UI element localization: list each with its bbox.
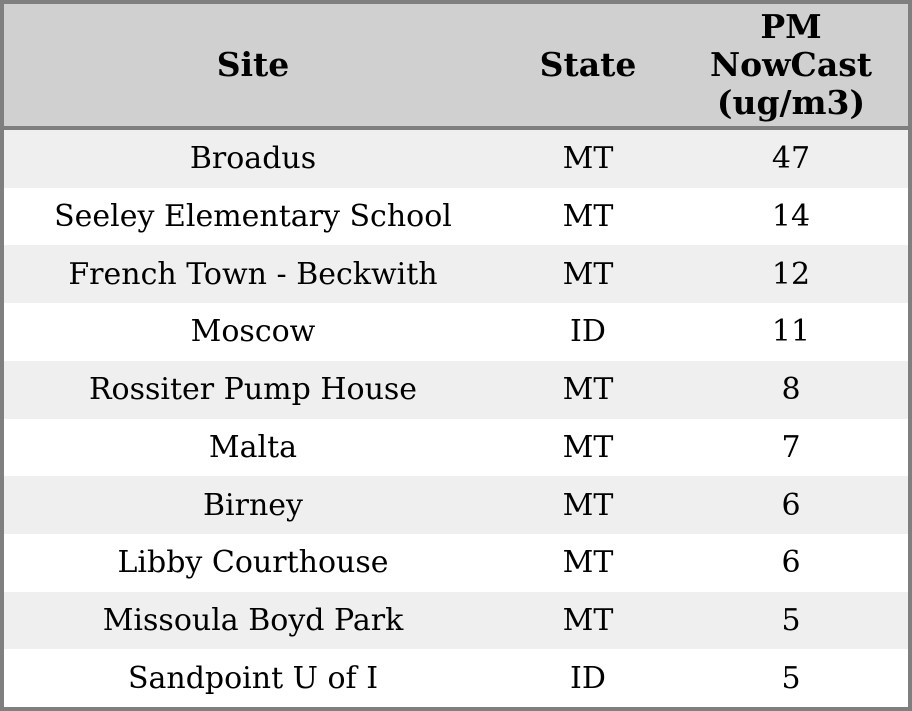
column-header-pm-nowcast <box>674 8 908 122</box>
column-header-site: Site <box>216 45 290 85</box>
table-row <box>4 361 908 419</box>
table-row <box>4 592 908 650</box>
pm-nowcast-cell: 11 <box>771 314 811 350</box>
table-row <box>4 188 908 246</box>
pm-header-line-2: NowCast <box>709 45 873 85</box>
state-cell: MT <box>562 602 614 638</box>
state-cell: ID <box>570 314 606 350</box>
pm-nowcast-cell: 14 <box>771 199 811 235</box>
pm-nowcast-cell: 5 <box>781 660 801 696</box>
site-cell: Moscow <box>190 314 316 350</box>
state-cell: MT <box>562 545 614 581</box>
pm-nowcast-cell: 6 <box>781 545 801 581</box>
state-cell: MT <box>562 199 614 235</box>
site-cell: Libby Courthouse <box>117 545 389 581</box>
site-cell: Rossiter Pump House <box>88 372 418 408</box>
state-cell: MT <box>562 487 614 523</box>
state-cell: MT <box>562 372 614 408</box>
table-header-row <box>4 4 908 130</box>
site-cell: Broadus <box>189 141 317 177</box>
pm-nowcast-cell: 12 <box>771 256 811 292</box>
site-cell: Birney <box>202 487 303 523</box>
pm-nowcast-cell: 7 <box>781 429 801 465</box>
table-body <box>4 130 908 707</box>
pm-header-line-3: (ug/m3) <box>716 82 866 122</box>
state-cell: ID <box>570 660 606 696</box>
state-cell: MT <box>562 429 614 465</box>
site-cell: French Town - Beckwith <box>68 256 438 292</box>
site-cell: Seeley Elementary School <box>54 199 452 235</box>
table-row <box>4 476 908 534</box>
table-row <box>4 419 908 477</box>
column-header-state: State <box>539 45 637 85</box>
state-cell: MT <box>562 141 614 177</box>
table-row <box>4 303 908 361</box>
pm-nowcast-cell: 8 <box>781 372 801 408</box>
pm-header-line-1: PM <box>760 7 822 47</box>
site-cell: Missoula Boyd Park <box>102 602 404 638</box>
pm-nowcast-cell: 5 <box>781 602 801 638</box>
table-row <box>4 649 908 707</box>
site-cell: Sandpoint U of I <box>127 660 379 696</box>
site-cell: Malta <box>208 429 298 465</box>
pm-nowcast-cell: 47 <box>771 141 811 177</box>
table-row <box>4 534 908 592</box>
table-row <box>4 245 908 303</box>
table-row <box>4 130 908 188</box>
state-cell: MT <box>562 256 614 292</box>
pm-nowcast-cell: 6 <box>781 487 801 523</box>
